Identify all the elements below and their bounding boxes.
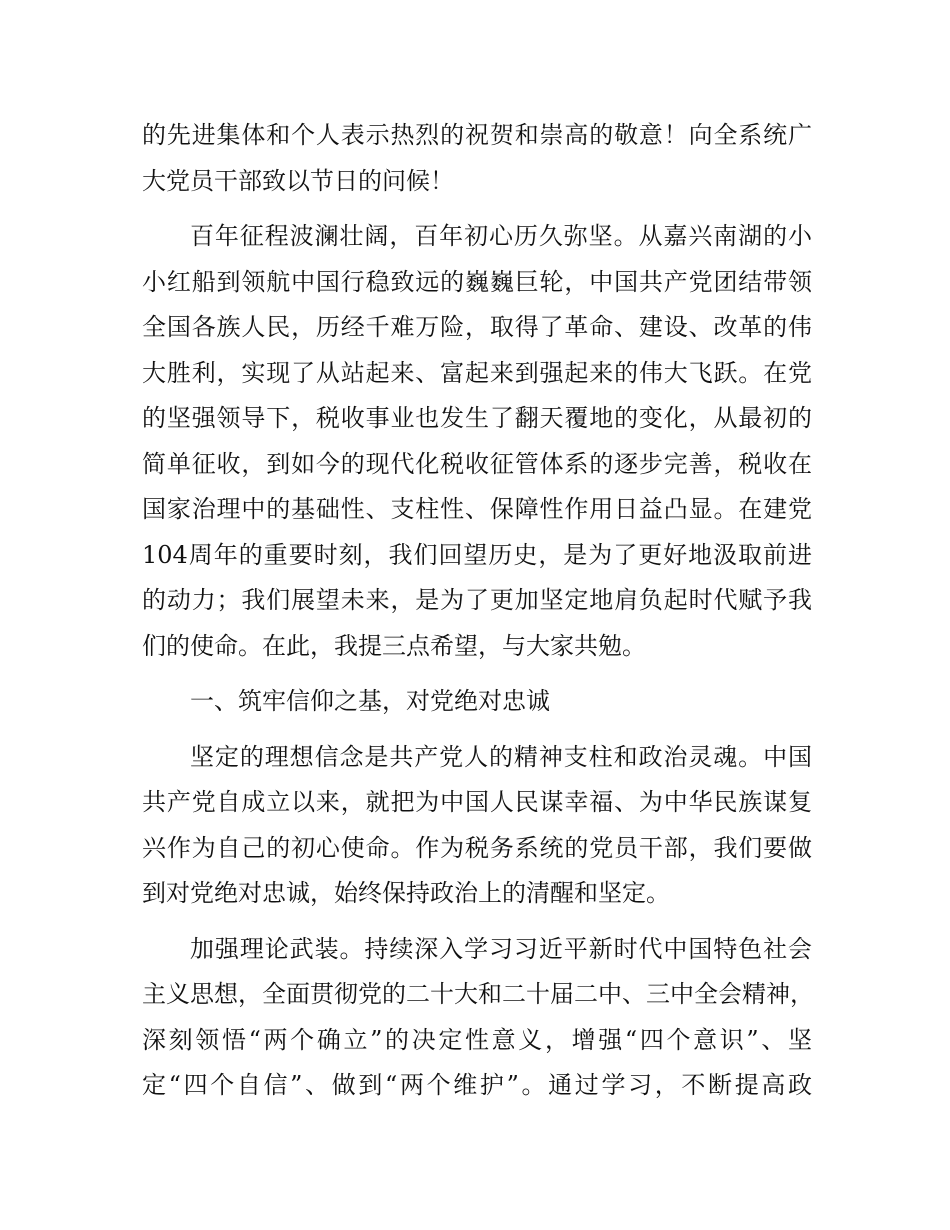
text-line: 兴作为自己的初心使命。作为税务系统的党员干部，我们要做 (142, 833, 812, 862)
text-line: 主义思想，全面贯彻党的二十大和二十届二中、三中全会精神， (142, 980, 814, 1008)
text-line: 百年征程波澜壮阔，百年初心历久弥坚。从嘉兴南湖的小 (190, 222, 812, 250)
text-line: 们的使命。在此，我提三点希望，与大家共勉。 (142, 631, 646, 660)
text-line: 的动力；我们展望未来，是为了更加坚定地肩负起时代赋予我 (142, 586, 812, 614)
paragraph-3 (142, 735, 812, 917)
text-line: 的先进集体和个人表示热烈的祝贺和崇高的敬意！向全系统广 (142, 121, 812, 149)
text-line: 104周年的重要时刻，我们回望历史，是为了更好地汲取前进 (142, 540, 812, 569)
text-line: 到对党绝对忠诚，始终保持政治上的清醒和坚定。 (142, 879, 670, 907)
paragraph-2 (142, 214, 812, 669)
text-line: 大党员干部致以节日的问候！ (142, 166, 454, 195)
text-line: 共产党自成立以来，就把为中国人民谋幸福、为中华民族谋复 (142, 788, 812, 816)
text-line: 加强理论武装。持续深入学习习近平新时代中国特色社会 (190, 934, 812, 963)
heading-text: 一、筑牢信仰之基，对党绝对忠诚 (190, 687, 550, 715)
paragraph-1 (142, 113, 812, 204)
text-line: 简单征收，到如今的现代化税收征管体系的逐步完善，税收在 (142, 449, 812, 478)
text-line: 坚定的理想信念是共产党人的精神支柱和政治灵魂。中国 (190, 742, 812, 771)
text-line: 定“四个自信”、做到“两个维护”。通过学习，不断提高政 (142, 1071, 812, 1099)
text-line: 小红船到领航中国行稳致远的巍巍巨轮，中国共产党团结带领 (142, 267, 812, 296)
paragraph-4 (142, 927, 812, 1109)
text-line: 大胜利，实现了从站起来、富起来到强起来的伟大飞跃。在党 (142, 358, 812, 387)
text-line: 深刻领悟“两个确立”的决定性意义，增强“四个意识”、坚 (142, 1025, 812, 1054)
text-line: 的坚强领导下，税收事业也发生了翻天覆地的变化，从最初的 (142, 404, 812, 432)
section-heading (142, 679, 812, 725)
text-line: 国家治理中的基础性、支柱性、保障性作用日益凸显。在建党 (142, 495, 812, 523)
document-body (142, 113, 812, 1109)
text-line: 全国各族人民，历经千难万险，取得了革命、建设、改革的伟 (142, 313, 812, 341)
